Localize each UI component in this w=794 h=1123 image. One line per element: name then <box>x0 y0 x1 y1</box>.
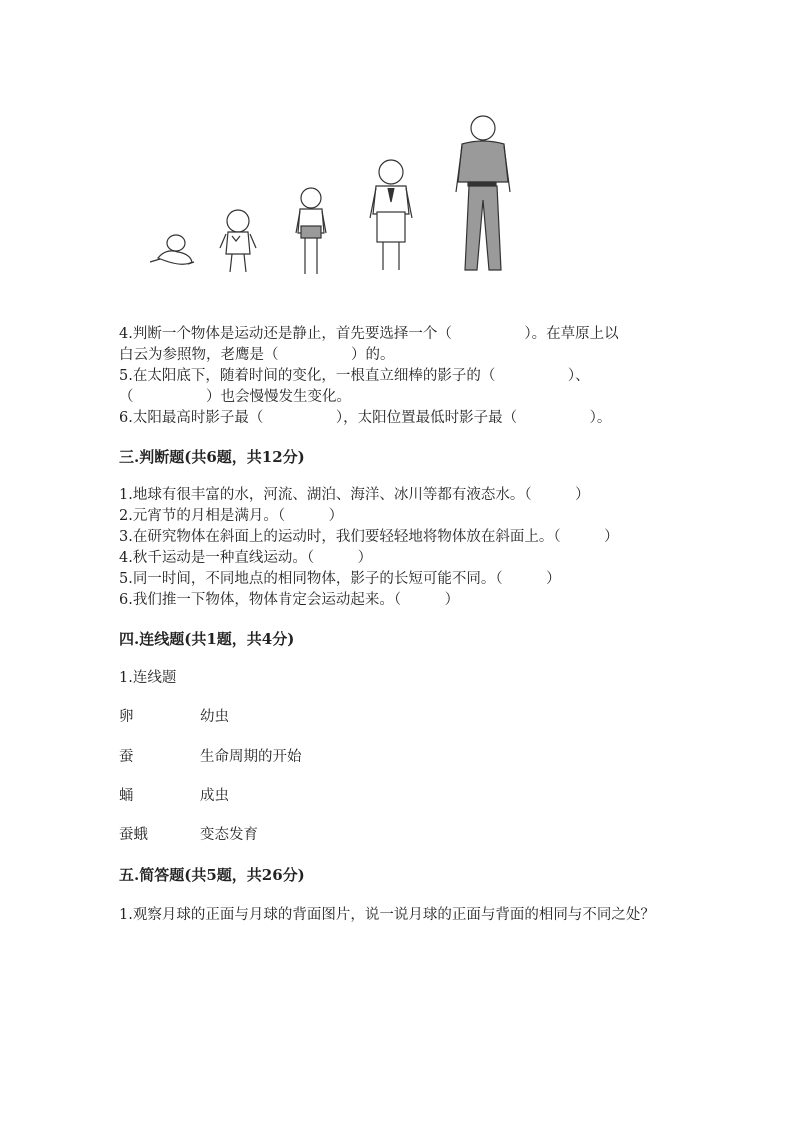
matching-right-3: 成虫 <box>200 788 229 804</box>
older-child-icon <box>370 160 412 270</box>
baby-lying-icon <box>150 235 194 264</box>
matching-right-4: 变态发育 <box>200 827 258 843</box>
fill-blank-line-5: 6.太阳最高时影子最（ ），太阳位置最低时影子最（ ）。 <box>119 410 612 426</box>
section3-heading: 三.判断题(共6题，共12分) <box>119 448 305 466</box>
fill-blank-line-1: 4.判断一个物体是运动还是静止，首先要选择一个（ ）。在草原上以 <box>119 326 619 342</box>
section5-heading: 五.简答题(共5题，共26分) <box>119 866 305 884</box>
matching-right-1: 幼虫 <box>200 709 229 725</box>
matching-question: 1.连线题 <box>119 670 177 686</box>
judge-item-5: 5.同一时间，不同地点的相同物体，影子的长短可能不同。（ ） <box>119 571 561 587</box>
fill-blank-line-4: （ ）也会慢慢发生变化。 <box>119 389 351 405</box>
matching-left-3: 蛹 <box>119 788 134 804</box>
short-answer-question: 1.观察月球的正面与月球的背面图片，说一说月球的正面与背面的相同与不同之处？ <box>119 907 655 923</box>
fill-blank-line-2: 白云为参照物，老鹰是（ ）的。 <box>119 347 395 363</box>
adult-icon <box>456 116 510 270</box>
judge-item-3: 3.在研究物体在斜面上的运动时，我们要轻轻地将物体放在斜面上。（ ） <box>119 529 619 545</box>
fill-blank-line-3: 5.在太阳底下，随着时间的变化，一根直立细棒的影子的（ ）、 <box>119 368 590 384</box>
matching-right-2: 生命周期的开始 <box>200 749 302 765</box>
section4-heading: 四.连线题(共1题，共4分) <box>119 630 295 648</box>
matching-left-2: 蚕 <box>119 749 134 765</box>
matching-left-4: 蚕蛾 <box>119 827 148 843</box>
judge-item-4: 4.秋千运动是一种直线运动。（ ） <box>119 550 373 566</box>
small-child-icon <box>296 188 326 274</box>
judge-item-6: 6.我们推一下物体，物体肯定会运动起来。（ ） <box>119 592 460 608</box>
matching-left-1: 卵 <box>119 709 134 725</box>
toddler-icon <box>220 210 256 272</box>
judge-item-1: 1.地球有很丰富的水，河流、湖泊、海洋、冰川等都有液态水。（ ） <box>119 487 590 503</box>
judge-item-2: 2.元宵节的月相是满月。（ ） <box>119 508 344 524</box>
human-growth-stages-figure <box>140 108 520 280</box>
